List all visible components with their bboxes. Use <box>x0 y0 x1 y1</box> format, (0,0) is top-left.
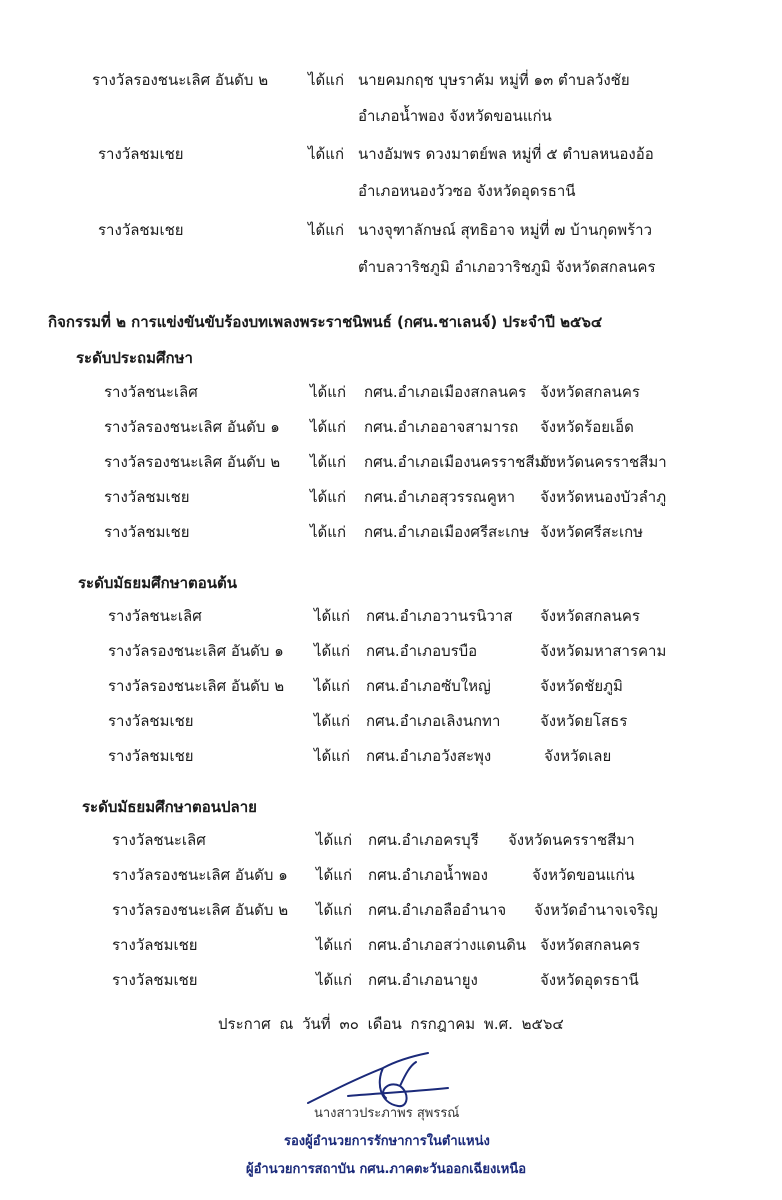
award-name: รางวัลรองชนะเลิศ อันดับ ๑ <box>108 642 284 660</box>
receiver-label: ได้แก่ <box>314 747 351 765</box>
province-name: จังหวัดนครราชสีมา <box>508 831 635 849</box>
province-name: จังหวัดสกลนคร <box>540 607 640 625</box>
province-name: จังหวัดอุดรธานี <box>540 971 639 989</box>
award-name: รางวัลชมเชย <box>108 747 194 765</box>
school-name: กศน.อำเภอนายูง <box>368 971 478 989</box>
recipient-line-1: นางจุฑาลักษณ์ สุทธิอาจ หมู่ที่ ๗ บ้านกุดพร้าว <box>358 221 652 239</box>
province-name: จังหวัดอำนาจเจริญ <box>534 901 658 919</box>
award-name: รางวัลชมเชย <box>112 936 198 954</box>
award-name: รางวัลชมเชย <box>104 488 190 506</box>
receiver-label: ได้แก่ <box>308 221 345 239</box>
province-name: จังหวัดนครราชสีมา <box>540 453 667 471</box>
school-name: กศน.อำเภอเลิงนกทา <box>366 712 501 730</box>
award-name: รางวัลชมเชย <box>98 145 184 163</box>
signatory-name: นางสาวประภาพร สุพรรณ์ <box>314 1106 460 1121</box>
province-name: จังหวัดร้อยเอ็ด <box>540 418 634 436</box>
receiver-label: ได้แก่ <box>316 831 353 849</box>
recipient-line-1: นายคมกฤช บุษราคัม หมู่ที่ ๑๓ ตำบลวังชัย <box>358 71 630 89</box>
receiver-label: ได้แก่ <box>316 901 353 919</box>
recipient-line-1: นางอัมพร ดวงมาตย์พล หมู่ที่ ๕ ตำบลหนองอ้อ <box>358 145 654 163</box>
receiver-label: ได้แก่ <box>316 936 353 954</box>
announcement-date: ประกาศ ณ วันที่ ๓๐ เดือน กรกฎาคม พ.ศ. ๒๕๖๔ <box>218 1015 564 1033</box>
award-name: รางวัลรองชนะเลิศ อันดับ ๑ <box>104 418 280 436</box>
recipient-line-2: อำเภอหนองวัวซอ จังหวัดอุดรธานี <box>358 182 576 200</box>
award-name: รางวัลชมเชย <box>108 712 194 730</box>
province-name: จังหวัดศรีสะเกษ <box>540 523 644 541</box>
receiver-label: ได้แก่ <box>316 866 353 884</box>
school-name: กศน.อำเภอบรบือ <box>366 642 478 660</box>
award-name: รางวัลรองชนะเลิศ อันดับ ๒ <box>108 677 285 695</box>
award-name: รางวัลรองชนะเลิศ อันดับ ๑ <box>112 866 288 884</box>
province-name: จังหวัดสกลนคร <box>540 383 640 401</box>
level-title-lower-secondary: ระดับมัธยมศึกษาตอนต้น <box>78 574 238 592</box>
activity-title: กิจกรรมที่ ๒ การแข่งขันขับร้องบทเพลงพระราชนิพนธ์ (กศน.ชาเลนจ์) ประจำปี ๒๕๖๔ <box>48 313 603 331</box>
receiver-label: ได้แก่ <box>314 712 351 730</box>
award-name: รางวัลรองชนะเลิศ อันดับ ๒ <box>112 901 289 919</box>
school-name: กศน.อำเภอสว่างแดนดิน <box>368 936 527 954</box>
receiver-label: ได้แก่ <box>310 418 347 436</box>
recipient-line-2: อำเภอน้ำพอง จังหวัดขอนแก่น <box>358 107 552 125</box>
province-name: จังหวัดขอนแก่น <box>532 866 635 884</box>
school-name: กศน.อำเภอครบุรี <box>368 831 479 849</box>
recipient-line-2: ตำบลวาริชภูมิ อำเภอวาริชภูมิ จังหวัดสกลนคร <box>358 258 656 276</box>
level-title-primary: ระดับประถมศึกษา <box>76 349 193 367</box>
receiver-label: ได้แก่ <box>310 523 347 541</box>
province-name: จังหวัดสกลนคร <box>540 936 640 954</box>
award-name: รางวัลรองชนะเลิศ อันดับ ๒ <box>104 453 281 471</box>
award-name: รางวัลชมเชย <box>112 971 198 989</box>
receiver-label: ได้แก่ <box>310 383 347 401</box>
receiver-label: ได้แก่ <box>314 677 351 695</box>
receiver-label: ได้แก่ <box>314 607 351 625</box>
school-name: กศน.อำเภอสุวรรณคูหา <box>364 488 516 506</box>
award-name: รางวัลชมเชย <box>104 523 190 541</box>
province-name: จังหวัดเลย <box>544 747 612 765</box>
school-name: กศน.อำเภอซับใหญ่ <box>366 677 491 695</box>
province-name: จังหวัดมหาสารคาม <box>540 642 667 660</box>
award-name: รางวัลชนะเลิศ <box>112 831 206 849</box>
receiver-label: ได้แก่ <box>316 971 353 989</box>
receiver-label: ได้แก่ <box>310 488 347 506</box>
school-name: กศน.อำเภอเมืองสกลนคร <box>364 383 527 401</box>
school-name: กศน.อำเภอน้ำพอง <box>368 866 488 884</box>
school-name: กศน.อำเภอเมืองศรีสะเกษ <box>364 523 530 541</box>
province-name: จังหวัดหนองบัวลำภู <box>540 488 667 506</box>
province-name: จังหวัดยโสธร <box>540 712 628 730</box>
receiver-label: ได้แก่ <box>308 71 345 89</box>
school-name: กศน.อำเภอวังสะพุง <box>366 747 492 765</box>
award-name: รางวัลชนะเลิศ <box>104 383 198 401</box>
province-name: จังหวัดชัยภูมิ <box>540 677 623 695</box>
school-name: กศน.อำเภออาจสามารถ <box>364 418 519 436</box>
award-name: รางวัลชมเชย <box>98 221 184 239</box>
school-name: กศน.อำเภอเมืองนครราชสีมา <box>364 453 553 471</box>
signatory-title-1: รองผู้อำนวยการรักษาการในตำแหน่ง <box>284 1134 490 1149</box>
award-name: รางวัลรองชนะเลิศ อันดับ ๒ <box>92 71 269 89</box>
signatory-title-2: ผู้อำนวยการสถาบัน กศน.ภาคตะวันออกเฉียงเหนือ <box>246 1162 527 1177</box>
receiver-label: ได้แก่ <box>310 453 347 471</box>
receiver-label: ได้แก่ <box>308 145 345 163</box>
award-name: รางวัลชนะเลิศ <box>108 607 202 625</box>
receiver-label: ได้แก่ <box>314 642 351 660</box>
school-name: กศน.อำเภอวานรนิวาส <box>366 607 513 625</box>
level-title-upper-secondary: ระดับมัธยมศึกษาตอนปลาย <box>82 798 257 816</box>
school-name: กศน.อำเภอลืออำนาจ <box>368 901 507 919</box>
